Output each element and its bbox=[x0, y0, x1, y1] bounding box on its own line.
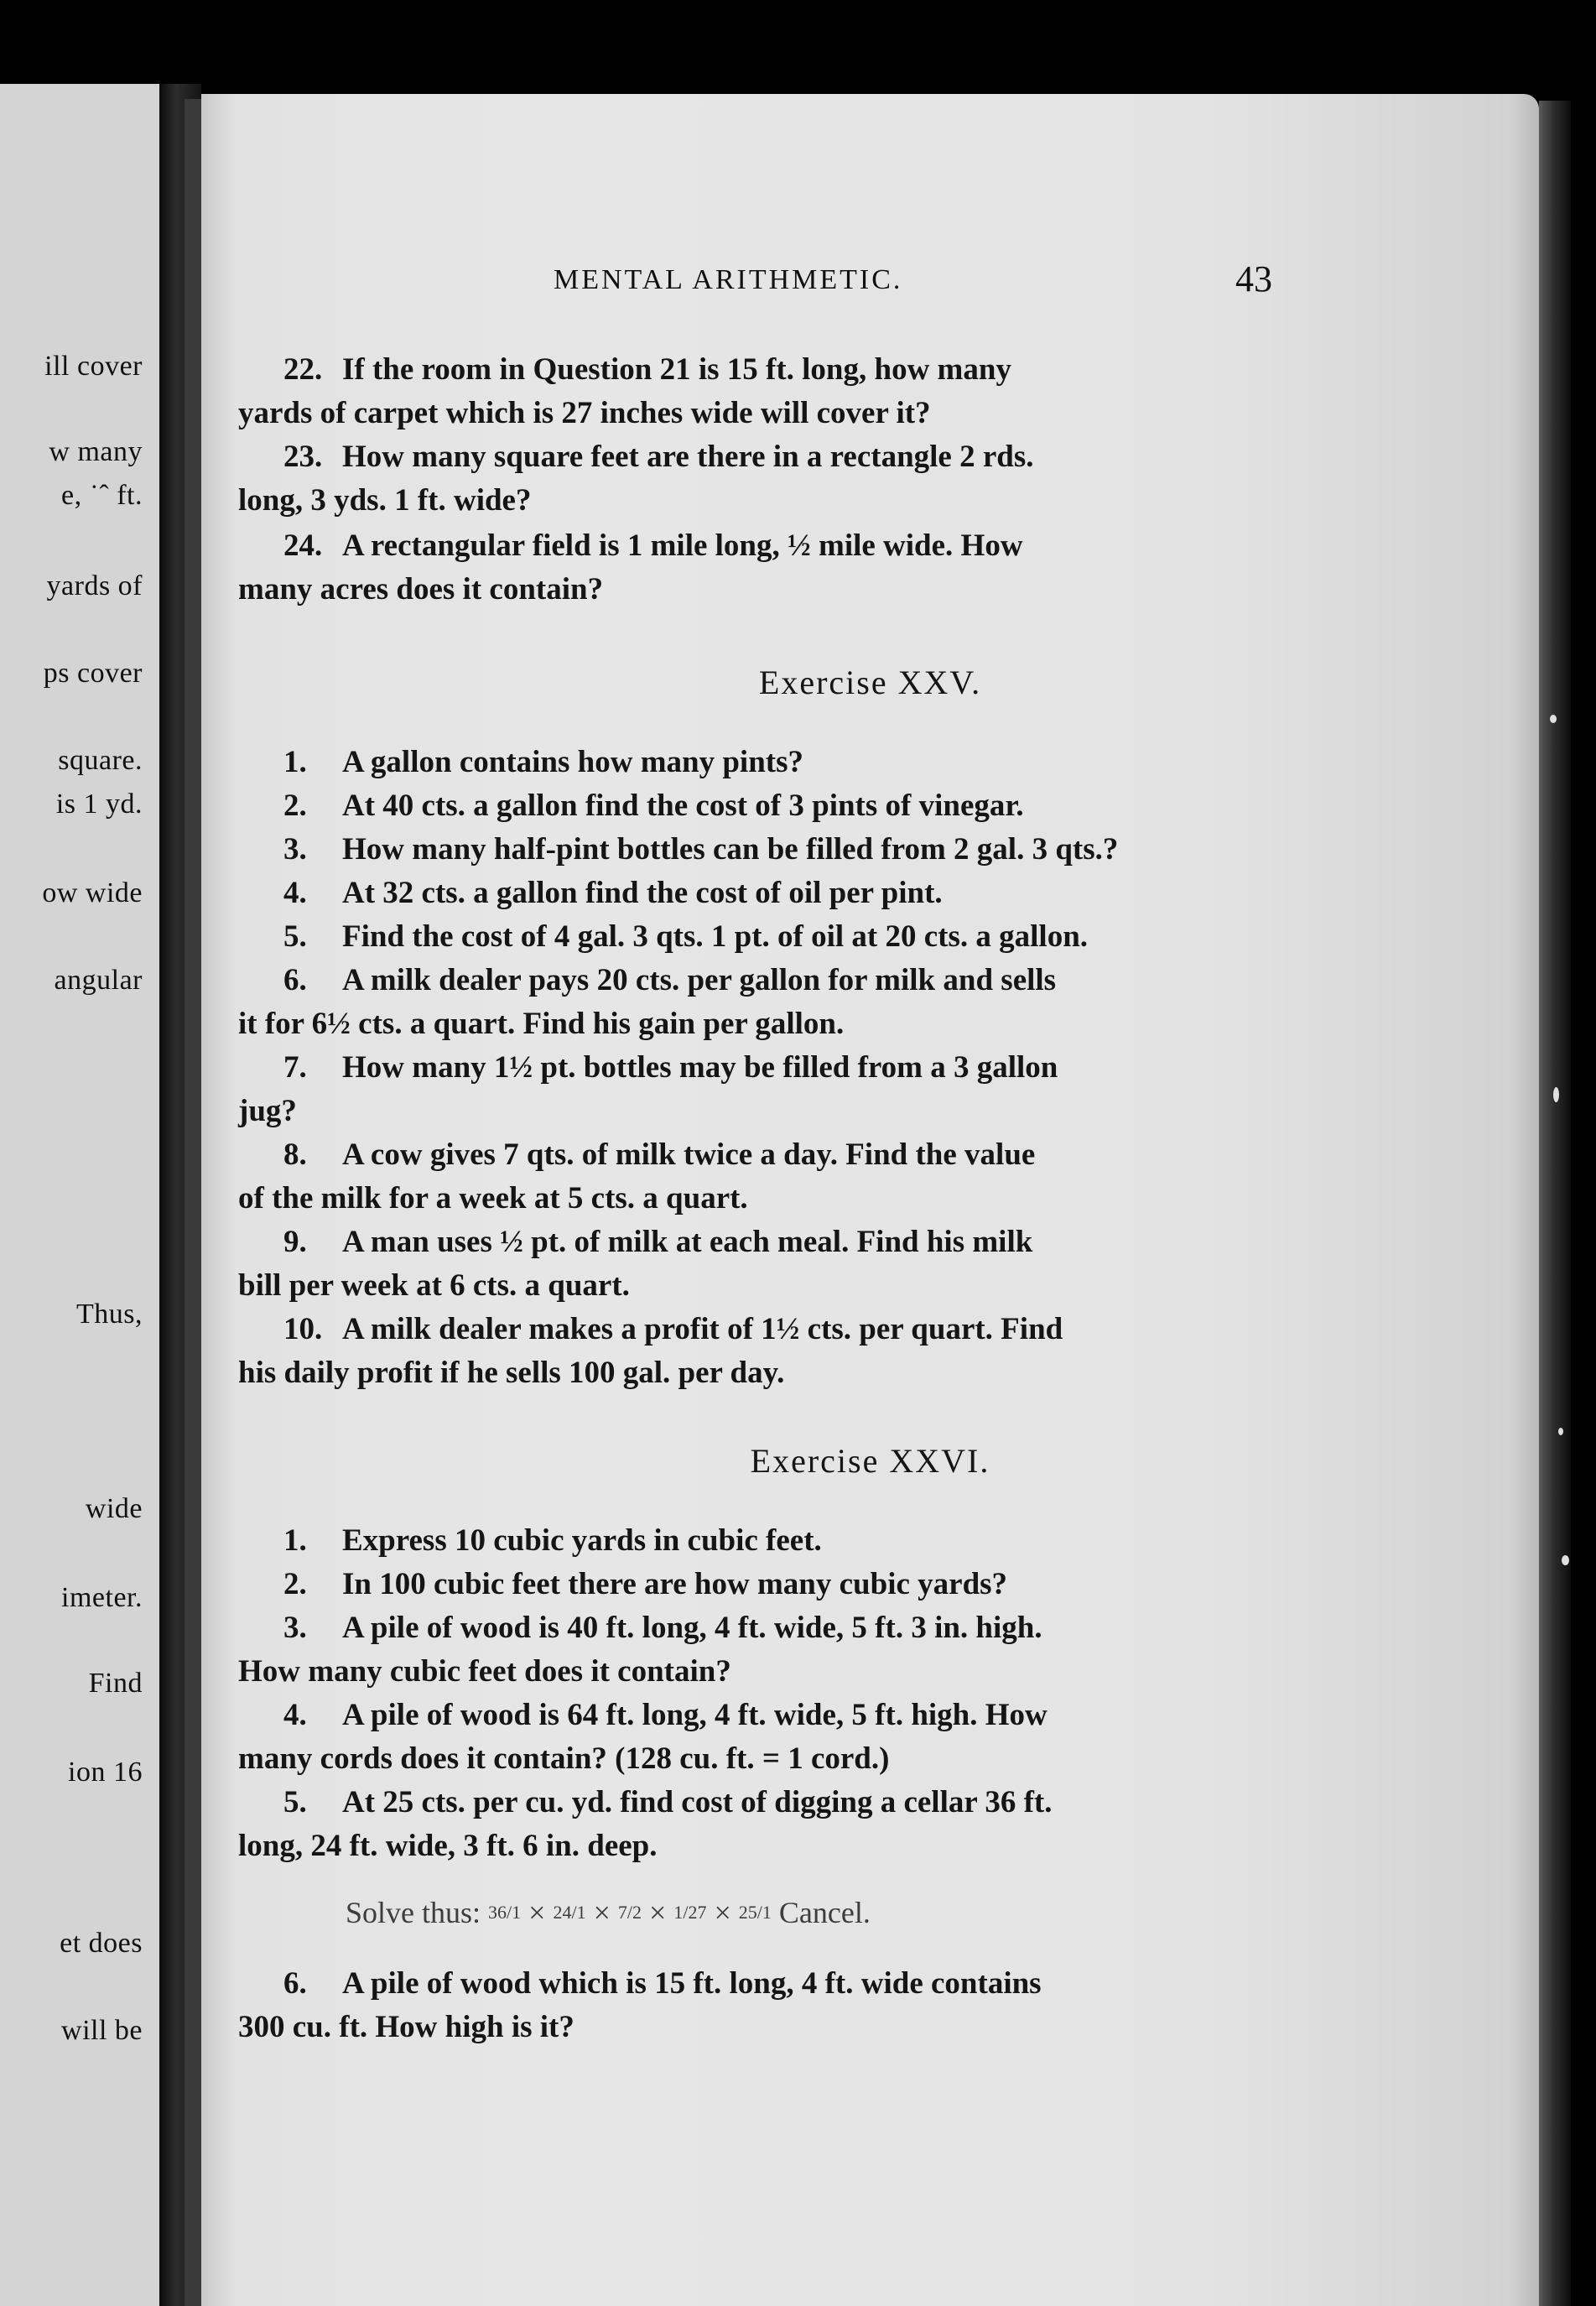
question-line bbox=[283, 965, 1056, 996]
fraction: 1/27 bbox=[673, 1902, 707, 1923]
left-fragment: e, ˙ˆ ft. bbox=[60, 480, 143, 511]
fraction: 36/1 bbox=[488, 1902, 522, 1923]
question-text: Find the cost of 4 gal. 3 qts. 1 pt. of oil at 20 cts. a gallon. bbox=[342, 919, 1089, 954]
solve-suffix: Cancel. bbox=[778, 1896, 871, 1929]
left-fragment: square. bbox=[58, 745, 143, 776]
question-text: long, 24 ft. wide, 3 ft. 6 in. deep. bbox=[238, 1829, 658, 1863]
question-line bbox=[238, 1743, 889, 1774]
question-text: 300 cu. ft. How high is it? bbox=[238, 2010, 574, 2044]
page-header bbox=[201, 258, 1539, 299]
question-text: How many square feet are there in a rectangle 2 rds. bbox=[342, 440, 1034, 474]
question-number: 3. bbox=[283, 832, 307, 867]
question-number: 1. bbox=[283, 745, 307, 779]
question-number: 24. bbox=[283, 528, 323, 563]
question-number: 4. bbox=[283, 876, 307, 910]
question-text: A milk dealer pays 20 cts. per gallon for milk and sells bbox=[342, 963, 1057, 997]
question-text: A milk dealer makes a profit of 1½ cts. per quart. Find bbox=[342, 1312, 1063, 1346]
question-line bbox=[283, 1226, 1032, 1257]
question-line bbox=[283, 747, 803, 778]
fraction: 25/1 bbox=[738, 1902, 772, 1923]
question-text: A gallon contains how many pints? bbox=[342, 745, 803, 779]
question-text: A pile of wood which is 15 ft. long, 4 ft. wide contains bbox=[342, 1966, 1042, 2001]
dust-speck bbox=[1562, 1555, 1569, 1565]
left-page-edge bbox=[0, 84, 159, 2306]
question-line bbox=[238, 1357, 784, 1388]
question-text: At 32 cts. a gallon find the cost of oil per pint. bbox=[342, 876, 943, 910]
question-text: jug? bbox=[238, 1094, 297, 1128]
question-line bbox=[283, 834, 1118, 865]
left-fragment: yards of bbox=[46, 570, 143, 601]
times-sign: × bbox=[649, 1896, 667, 1929]
question-number: 5. bbox=[283, 1785, 307, 1819]
question-line bbox=[283, 441, 1034, 472]
left-fragment: angular bbox=[54, 965, 143, 996]
question-line bbox=[283, 1700, 1048, 1731]
question-number: 7. bbox=[283, 1050, 307, 1085]
fraction-numerator: 24 bbox=[553, 1902, 572, 1923]
right-page bbox=[201, 94, 1539, 2306]
fraction-denominator: 1 bbox=[762, 1902, 772, 1923]
question-number: 2. bbox=[283, 789, 307, 823]
question-number: 4. bbox=[283, 1698, 307, 1732]
question-line bbox=[238, 2012, 574, 2043]
question-text: A pile of wood is 64 ft. long, 4 ft. wide, 5 ft. high. How bbox=[342, 1698, 1048, 1732]
question-number: 6. bbox=[283, 1966, 307, 2001]
question-number: 5. bbox=[283, 919, 307, 954]
question-text: bill per week at 6 cts. a quart. bbox=[238, 1268, 630, 1303]
question-line bbox=[283, 1052, 1058, 1083]
page-edge-shadow bbox=[1539, 101, 1571, 2306]
question-text: many cords does it contain? (128 cu. ft. = 1 cord.) bbox=[238, 1741, 890, 1776]
question-line bbox=[283, 1139, 1035, 1170]
left-fragment: ion 16 bbox=[68, 1757, 143, 1788]
question-line bbox=[238, 1096, 297, 1127]
question-text: A pile of wood is 40 ft. long, 4 ft. wide, 5 ft. 3 in. high. bbox=[342, 1611, 1042, 1645]
question-text: In 100 cubic feet there are how many cubic yards? bbox=[342, 1567, 1008, 1601]
question-text: A rectangular field is 1 mile long, ½ mile wide. How bbox=[342, 528, 1023, 563]
left-fragment: wide bbox=[85, 1493, 143, 1524]
times-sign: × bbox=[593, 1896, 611, 1929]
question-line bbox=[283, 1525, 822, 1556]
question-number: 6. bbox=[283, 963, 307, 997]
question-line bbox=[283, 877, 943, 908]
exercise-heading: Exercise XXVI. bbox=[750, 1442, 990, 1480]
question-line bbox=[238, 485, 531, 516]
fraction-denominator: 27 bbox=[688, 1902, 707, 1923]
question-line bbox=[283, 530, 1023, 561]
question-line bbox=[283, 1968, 1042, 1999]
left-fragment: ow wide bbox=[42, 877, 143, 908]
left-fragment: Thus, bbox=[76, 1299, 143, 1330]
solve-prefix: Solve thus: bbox=[346, 1896, 481, 1929]
question-number: 9. bbox=[283, 1225, 307, 1259]
question-text: yards of carpet which is 27 inches wide will cover it? bbox=[238, 396, 931, 430]
exercise-heading: Exercise XXV. bbox=[758, 664, 982, 701]
fraction: 7/2 bbox=[617, 1902, 642, 1923]
question-number: 3. bbox=[283, 1611, 307, 1645]
question-text: At 40 cts. a gallon find the cost of 3 pints of vinegar. bbox=[342, 789, 1024, 823]
left-fragment: will be bbox=[61, 2015, 143, 2046]
fraction-denominator: 1 bbox=[512, 1902, 522, 1923]
left-fragment: is 1 yd. bbox=[55, 789, 143, 820]
question-line bbox=[238, 1830, 658, 1861]
question-line bbox=[238, 1270, 630, 1301]
question-text: A cow gives 7 qts. of milk twice a day. Find the value bbox=[342, 1137, 1036, 1172]
left-fragment: Find bbox=[88, 1668, 143, 1699]
question-text: How many half-pint bottles can be filled from 2 gal. 3 qts.? bbox=[342, 832, 1119, 867]
question-line bbox=[283, 790, 1024, 821]
running-head: MENTAL ARITHMETIC. bbox=[554, 264, 903, 295]
fraction-numerator: 1 bbox=[673, 1902, 684, 1923]
question-text: A man uses ½ pt. of milk at each meal. Find his milk bbox=[342, 1225, 1033, 1259]
left-fragment: ill cover bbox=[44, 351, 143, 382]
question-number: 22. bbox=[283, 352, 323, 387]
question-text: At 25 cts. per cu. yd. find cost of digging a cellar 36 ft. bbox=[342, 1785, 1053, 1819]
question-text: If the room in Question 21 is 15 ft. long, how many bbox=[342, 352, 1011, 387]
fraction-numerator: 7 bbox=[617, 1902, 627, 1923]
solve-line bbox=[346, 1897, 871, 1928]
question-text: long, 3 yds. 1 ft. wide? bbox=[238, 483, 532, 518]
question-text: Express 10 cubic yards in cubic feet. bbox=[342, 1523, 822, 1558]
left-fragment: ps cover bbox=[43, 658, 143, 689]
question-text: How many 1½ pt. bottles may be filled from a 3 gallon bbox=[342, 1050, 1058, 1085]
question-line bbox=[238, 574, 603, 605]
fraction-denominator: 1 bbox=[576, 1902, 586, 1923]
fraction: 24/1 bbox=[553, 1902, 586, 1923]
question-text: of the milk for a week at 5 cts. a quart. bbox=[238, 1181, 748, 1215]
question-text: How many cubic feet does it contain? bbox=[238, 1654, 731, 1689]
fraction-denominator: 2 bbox=[632, 1902, 642, 1923]
dust-speck bbox=[1553, 1087, 1559, 1102]
left-fragment: et does bbox=[60, 1928, 143, 1959]
dust-speck bbox=[1558, 1428, 1563, 1435]
question-line bbox=[283, 921, 1088, 952]
question-text: it for 6½ cts. a quart. Find his gain per gallon. bbox=[238, 1007, 845, 1041]
question-line bbox=[283, 354, 1011, 385]
left-fragment: w many bbox=[49, 436, 143, 467]
question-number: 23. bbox=[283, 440, 323, 474]
question-line bbox=[283, 1787, 1053, 1818]
times-sign: × bbox=[528, 1896, 546, 1929]
question-text: many acres does it contain? bbox=[238, 572, 604, 606]
dust-speck bbox=[1550, 715, 1557, 723]
question-line bbox=[238, 1656, 731, 1687]
page-number: 43 bbox=[1235, 258, 1272, 299]
question-line bbox=[283, 1314, 1063, 1345]
fraction-numerator: 36 bbox=[488, 1902, 507, 1923]
question-text: his daily profit if he sells 100 gal. per day. bbox=[238, 1356, 785, 1390]
question-number: 2. bbox=[283, 1567, 307, 1601]
question-line bbox=[238, 1008, 844, 1039]
question-line bbox=[283, 1569, 1007, 1600]
fraction-numerator: 25 bbox=[738, 1902, 757, 1923]
times-sign: × bbox=[714, 1896, 731, 1929]
question-line bbox=[283, 1612, 1042, 1643]
question-number: 10. bbox=[283, 1312, 323, 1346]
question-line bbox=[238, 1183, 748, 1214]
question-number: 8. bbox=[283, 1137, 307, 1172]
question-number: 1. bbox=[283, 1523, 307, 1558]
left-fragment: imeter. bbox=[61, 1582, 143, 1613]
question-line bbox=[238, 398, 931, 429]
